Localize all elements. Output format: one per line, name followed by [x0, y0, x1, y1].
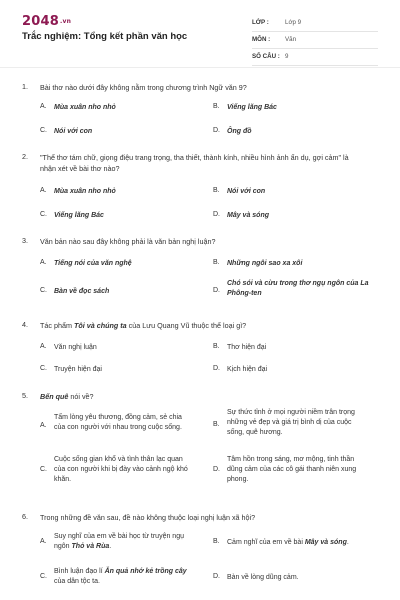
option-text-line [54, 567, 187, 577]
question-number: 2. [22, 152, 28, 161]
option-label: A. [40, 103, 47, 110]
option-text [227, 408, 355, 438]
meta-value: Văn [285, 36, 297, 43]
option-text [54, 567, 187, 587]
option-text-line: dũng cảm của các cô gái thanh niên xung [227, 466, 357, 473]
option-label: B. [213, 343, 220, 350]
option-d[interactable] [213, 365, 383, 377]
option-text: Ông đồ [227, 128, 252, 135]
option-text [227, 279, 369, 299]
option-text: Những ngôi sao xa xôi [227, 260, 303, 267]
option-b[interactable] [213, 343, 383, 355]
option-d[interactable] [213, 455, 383, 487]
option-a[interactable] [40, 532, 210, 556]
question-text-line: "Thể thơ tám chữ, giọng điệu trang trọng, tha thiết, thành kính, nhiều hình ảnh ẩn dụ, gợi cảm" là [40, 153, 349, 162]
question-number: 4. [22, 320, 28, 329]
option-c[interactable] [40, 365, 210, 377]
option-d[interactable] [213, 211, 383, 223]
page-title: Trắc nghiệm: Tổng kết phần văn học [22, 31, 188, 42]
option-label: B. [213, 538, 220, 545]
option-label: C. [40, 573, 47, 580]
option-text [227, 538, 349, 548]
option-label: A. [40, 422, 47, 429]
option-c[interactable] [40, 211, 210, 223]
option-text: Bàn về lòng dũng cảm. [227, 574, 299, 581]
question-text: Văn bản nào sau đây không phải là văn bản nghị luận? [40, 237, 216, 246]
option-label: D. [213, 466, 220, 473]
option-text-line: Chó sói và cừu trong thơ ngụ ngôn của La [227, 280, 369, 287]
option-text-part: Cảm nghĩ của em về bài [227, 539, 305, 546]
option-d[interactable] [213, 573, 383, 585]
meta-value: 9 [285, 53, 289, 60]
option-text [227, 455, 356, 485]
option-text-line: của dân tộc ta. [54, 578, 100, 585]
meta-row-count [252, 49, 378, 66]
option-label: A. [40, 343, 47, 350]
option-text: Bàn về đọc sách [54, 288, 110, 295]
question-text [40, 320, 380, 331]
option-text: Mây và sóng [227, 212, 270, 219]
question-number: 1. [22, 82, 28, 91]
option-text-line: Phông-ten [227, 290, 262, 297]
option-a[interactable] [40, 103, 210, 115]
option-text-part: . [109, 543, 112, 550]
question-number: 5. [22, 391, 28, 400]
question-number: 6. [22, 512, 28, 521]
option-text: Văn nghị luận [54, 344, 97, 351]
option-label: A. [40, 187, 47, 194]
option-a[interactable] [40, 259, 210, 271]
question-text-part: Tác phẩm [40, 321, 74, 330]
question-text [40, 391, 380, 402]
option-text-line: những vẻ đẹp và giá trị bình dị của cuộc [227, 419, 352, 426]
meta-key: LỚP : [252, 19, 269, 26]
option-text: Nói với con [227, 188, 266, 195]
question-text-part: nói về? [68, 392, 94, 401]
question-number: 3. [22, 236, 28, 245]
option-text-line [54, 542, 184, 552]
question-text: Bài thơ nào dưới đây không nằm trong chương trình Ngữ văn 9? [40, 83, 247, 92]
option-d[interactable] [213, 127, 383, 139]
option-text [54, 455, 188, 485]
option-label: B. [213, 421, 220, 428]
option-c[interactable] [40, 567, 212, 591]
option-text: Nói với con [54, 128, 93, 135]
option-label: D. [213, 211, 220, 218]
question-text-part: của Lưu Quang Vũ thuộc thể loại gì? [126, 321, 247, 330]
option-text: Kịch hiện đại [227, 366, 268, 373]
option-label: B. [213, 259, 220, 266]
option-text-line: Sự thức tỉnh ở mọi người niềm trân trọng [227, 409, 355, 416]
option-c[interactable] [40, 455, 212, 487]
option-text: Tiếng nói của văn nghệ [54, 260, 132, 267]
option-text-line: Tấm lòng yêu thương, đồng cảm, sẻ chia [54, 414, 182, 421]
work-title: Bến quê [40, 392, 69, 401]
option-label: C. [40, 365, 47, 372]
question-text-line: nhận xét về bài thơ nào? [40, 164, 120, 173]
option-text: Mùa xuân nho nhỏ [54, 104, 116, 111]
option-text-part: . [346, 539, 349, 546]
header [0, 0, 400, 66]
work-title: Thỏ và Rùa [71, 543, 110, 550]
option-b[interactable] [213, 103, 383, 115]
meta-key: SỐ CÂU : [252, 53, 280, 60]
option-text-line: khăn. [54, 476, 72, 483]
option-text-line: Cuộc sống gian khổ và tình thân lạc quan [54, 456, 183, 463]
work-title: Mây và sóng [304, 539, 347, 546]
option-b[interactable] [213, 408, 383, 440]
option-text: Truyện hiện đại [54, 366, 102, 373]
option-b[interactable] [213, 538, 383, 550]
question-text: Trong những đề văn sau, đề nào không thuộc loại nghị luận xã hội? [40, 513, 256, 522]
quiz-meta [252, 15, 378, 66]
option-text-line: phong. [227, 476, 249, 483]
option-b[interactable] [213, 187, 383, 199]
option-a[interactable] [40, 343, 210, 355]
option-text-line: Tâm hồn trong sáng, mơ mộng, tinh thần [227, 456, 355, 463]
option-label: B. [213, 187, 220, 194]
meta-row-class [252, 15, 378, 32]
option-label: C. [40, 211, 47, 218]
option-label: A. [40, 538, 47, 545]
option-text-line: của con người khi bị đày vào cảnh ngộ khó [54, 466, 188, 473]
option-c[interactable] [40, 127, 210, 139]
meta-key: MÔN : [252, 36, 271, 43]
option-text: Thơ hiện đại [227, 344, 267, 351]
option-text-part: ngôn [54, 543, 72, 550]
option-text-line: Suy nghĩ của em về bài học từ truyện ngụ [54, 533, 184, 540]
option-label: C. [40, 287, 47, 294]
meta-value: Lớp 9 [285, 19, 302, 26]
option-b[interactable] [213, 259, 383, 271]
work-title: Tôi và chúng ta [73, 321, 127, 330]
option-d[interactable] [213, 279, 383, 303]
option-label: D. [213, 127, 220, 134]
option-c[interactable] [40, 287, 210, 299]
header-divider [0, 67, 400, 68]
option-label: C. [40, 466, 47, 473]
option-label: D. [213, 365, 220, 372]
option-text: Viếng lăng Bác [227, 104, 277, 111]
proverb: Ăn quả nhớ kẻ trồng cây [104, 568, 187, 575]
option-text-part: Bình luận đạo lí [54, 568, 105, 575]
option-text-line: của con người với nhau trong cuộc sống. [54, 424, 182, 431]
option-label: A. [40, 259, 47, 266]
question-text [40, 152, 380, 174]
option-label: D. [213, 287, 220, 294]
option-text [54, 532, 184, 552]
meta-row-subject [252, 32, 378, 49]
option-text: Mùa xuân nho nhỏ [54, 188, 116, 195]
option-label: C. [40, 127, 47, 134]
option-text: Viếng lăng Bác [54, 212, 104, 219]
option-text-line: sống, quê hương. [227, 429, 283, 436]
option-a[interactable] [40, 413, 210, 437]
option-label: B. [213, 103, 220, 110]
option-label: D. [213, 573, 220, 580]
option-text [54, 413, 182, 433]
option-a[interactable] [40, 187, 210, 199]
site-logo[interactable]: 2048.vn [22, 14, 72, 29]
